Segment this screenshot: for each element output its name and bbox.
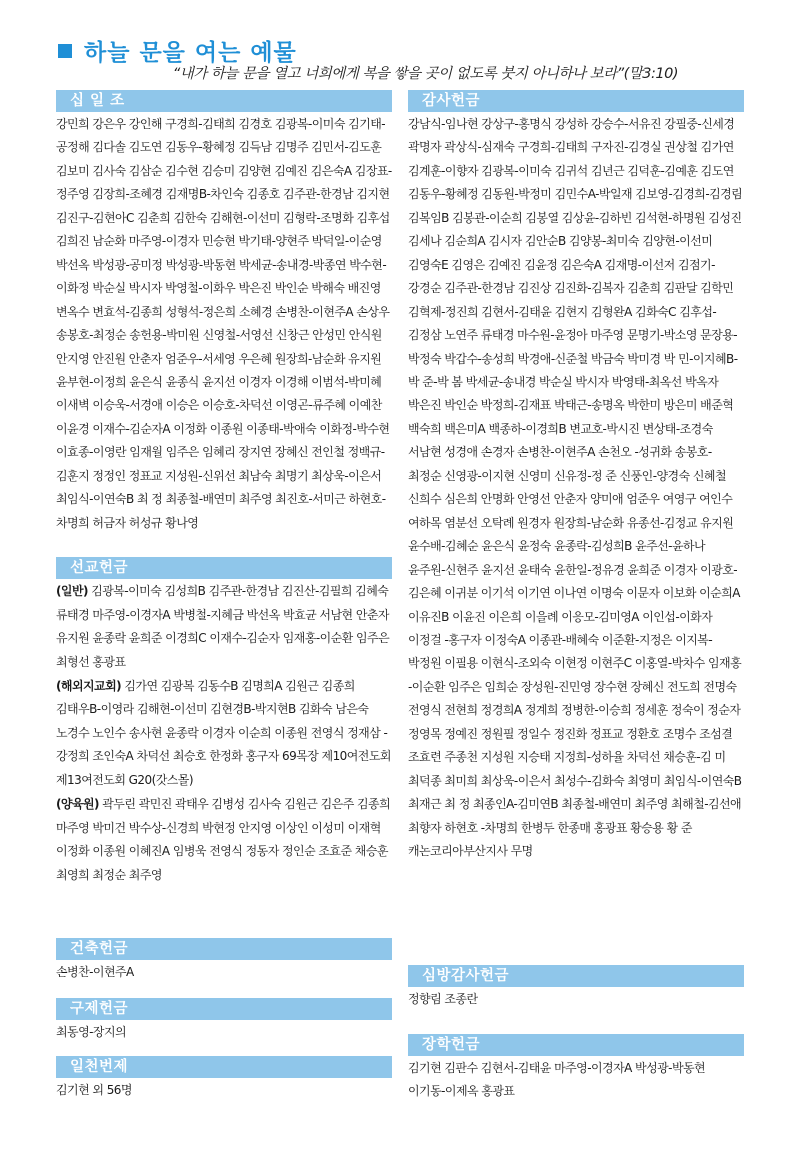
ilcheon-names: 김기현 외 56명	[56, 1083, 132, 1097]
scholarship-names: 김기현 김판수 김현서-김태윤 마주영-이경자A 박성광-박동현 이기동-이제옥 홍광표	[408, 1061, 706, 1099]
section-relief	[56, 998, 392, 1044]
section-building	[56, 938, 392, 984]
section-thanks	[408, 90, 744, 864]
mission-group-label: (양육원)	[56, 797, 99, 812]
building-names: 손병찬-이현주A	[56, 965, 134, 979]
page-title-text: 하늘 문을 여는 예물	[84, 40, 297, 66]
bible-verse-subtitle: “내가 하늘 문을 열고 너희에게 복을 쌓을 곳이 없도록 붓지 아니하나 보라”(말3:10)	[172, 66, 678, 82]
section-header-thanks: 감사헌금	[408, 90, 744, 112]
relief-names: 최동영-장지의	[56, 1025, 127, 1039]
thanks-names: 강남식-임나현 강상구-홍명식 강성하 강승수-서유진 강필중-신세경 곽명자 곽상식-심재숙 구경희-김태희 구자진-김경실 권상철 김가연 김계훈-이향자 김광복-이미숙 김귀석 김년근 김덕훈-김예훈 김도연 김동우-황혜정 김동원-박정미 김민수A-박일재 김보영-김경희-김경림 김복임B 김봉관-이순희 김봉열 김상윤-김하빈 김석현-하명원 김성진 김세나 김순희A 김시자 김안순B 김양봉-최미숙 김양현-이선미 김영숙E 김영은 김예진 김윤정 김은숙A 김재명-이선저 김점기-강경순 김주관-한경남 김진상 김진화-김복자 김춘희 김판달 김학민 김혁제-정진희 김현서-김태윤 김현지 김형완A 김화숙C 김후섭-김정삼 노연주 류태경 마수원-윤정아 마주영 문명기-박소영 문장용-박정숙 박갑수-송성희 박경애-신준철 박금숙 박미경 박 민-이지혜B-박 준-박 봄 박세균-송내경 박순실 박시자 박영태-최옥선 박옥자 박은진 박인순 박정희-김재표 박태근-송명옥 박한미 방은미 배준혁 백숙희 백은미A 백종하-이경희B 변교호-박시진 변상태-조경숙 서남현 성경애 손경자 손병찬-이현주A 손천오 -성귀화 송봉호-최정순 신영광-이지현 신영미 신유정-정 준 신풍인-양경숙 신혜철 신희수 심은희 안명화 안영선 안춘자 양미애 엄준우 여영구 여인수 여하목 염분선 오탁례 원경자 원장희-남순화 유종선-김정교 유지원 윤수배-김혜순 윤은식 윤정숙 윤종락-김성희B 윤주선-윤하나 윤주원-신현주 윤지선 윤태숙 윤한일-정유경 윤희준 이경자 이광호-김은혜 이귀분 이기석 이기연 이나연 이명숙 이문자 이보화 이순희A 이유진B 이윤진 이은희 이을례 이응모-김미영A 이인섭-이화자 이정걸 -홍구자 이정숙A 이종관-배혜숙 이준환-지정은 이지복-박정원 이필용 이현식-조외숙 이현정 이현주C 이홍열-박차수 임재홍 -이순환 임주은 임희순 장성원-진민영 장수현 장혜신 전도희 전명숙 전영식 전현희 정경희A 정계희 정병한-이승희 정세훈 정숙이 정순자 정영목 정예진 정원필 정일수 정진화 정표교 정환호 조명수 조섬결 조효련 주종천 지성원 지승태 지정희-성하율 차덕선 채승훈-김 미 최덕종 최미희 최상욱-이은서 최성수-김화숙 최영미 최임식-이연숙B 최재근 최 정 최종인A-김미연B 최종철-배연미 최주영 최해철-김선애 최향자 하현호 -차명희 한병두 한종매 홍광표 황승용 황 준 캐논코리아부산지사 무명	[408, 117, 743, 859]
section-simbang	[408, 965, 744, 1011]
mission-group-nurture	[56, 793, 392, 887]
section-header-scholarship: 장학헌금	[408, 1034, 744, 1056]
section-header-building: 건축헌금	[56, 938, 392, 960]
section-header-relief: 구제헌금	[56, 998, 392, 1020]
section-header-tithe: 십 일 조	[56, 90, 392, 112]
mission-group-label: (일반)	[56, 584, 88, 599]
left-column	[56, 90, 392, 887]
title-square-icon	[58, 44, 72, 58]
section-header-simbang: 심방감사헌금	[408, 965, 744, 987]
simbang-names: 정향림 조종란	[408, 992, 478, 1006]
tithe-names: 강민희 강은우 강인해 구경희-김태희 김경호 김광복-이미숙 김기태-공정해 김다솔 김도연 김동우-황혜정 김득남 김명주 김민서-김도훈 김보미 김사숙 김삼순 김수현 김승미 김양현 김예진 김은숙A 김장표-정주영 김장희-조혜경 김재명B-차인숙 김종호 김주관-한경남 김지현 김진구-김현아C 김춘희 김한숙 김해현-이선미 김형락-조명화 김후섭 김희진 남순화 마주영-이경자 민승현 박기태-양현주 박덕일-이순영 박선옥 박성광-공미정 박성광-박동현 박세균-송내경-박종연 박수현-이화정 박순실 박시자 박영철-이화우 박은진 박인순 박해숙 배진영 변옥수 변효석-김종희 성형석-정은희 소혜경 손병찬-이현주A 손상우 송봉호-최정순 송헌용-박미원 신영철-서영선 신창근 안성민 안식원 안지영 안진원 안춘자 엄준우-서세영 우은혜 원장희-남순화 유지원 윤부현-이정희 윤은식 윤종식 윤지선 이경자 이경해 이범석-박미혜 이새벽 이승욱-서경애 이승은 이승호-차덕선 이영곤-류주혜 이예찬 이윤경 이재수-김순자A 이정화 이종원 이종태-박애숙 이화정-박수현 이효종-이영란 임재월 임주은 임혜리 장지연 장혜신 전인철 정백규-김훈지 정정인 정표교 지성원-신위선 최남숙 최명기 최상욱-이은서 최임식-이연숙B 최 정 최종철-배연미 최주영 최진호-서미근 하현호-차명희 허금자 허성규 황나영	[56, 117, 392, 530]
section-header-ilcheon: 일천번제	[56, 1056, 392, 1078]
right-column	[408, 90, 744, 864]
section-mission	[56, 557, 392, 887]
mission-group-text: 김가연 김광복 김동수B 김명희A 김원근 김종희 김태우B-이영라 김해현-이선미 김현경B-박지현B 김화숙 남은숙 노경수 노인수 송사현 윤종락 이경자 이순희 이종원 전영식 정재삼 -강정희 조인숙A 차덕선 최승호 한정화 홍구자 69목장 제10여전도회 제13여전도회 G20(갓스몰)	[56, 678, 391, 787]
mission-group-label: (해외지교회)	[56, 678, 122, 693]
mission-group-general	[56, 580, 392, 674]
section-header-mission: 선교헌금	[56, 557, 392, 579]
section-ilcheon	[56, 1056, 392, 1102]
mission-group-text: 김광복-이미숙 김성희B 김주관-한경남 김진산-김필희 김혜숙 류태경 마주영-이경자A 박병철-지혜금 박선옥 박효균 서남현 안춘자 유지원 윤종락 윤희준 이경희C 이재수-김순자 임재홍-이순환 임주은 최형선 홍광표	[56, 584, 390, 669]
section-tithe	[56, 90, 392, 535]
mission-group-text: 곽두린 곽민진 곽태우 김병성 김사숙 김원근 김은주 김종희 마주영 박미건 박수상-신경희 박현정 안지영 이상인 이성미 이재혁 이정화 이종원 이혜진A 임병욱 전영식 정동자 정인순 조효준 채승훈 최영희 최정순 최주영	[56, 797, 391, 882]
section-scholarship	[408, 1034, 744, 1104]
mission-group-overseas	[56, 675, 392, 792]
